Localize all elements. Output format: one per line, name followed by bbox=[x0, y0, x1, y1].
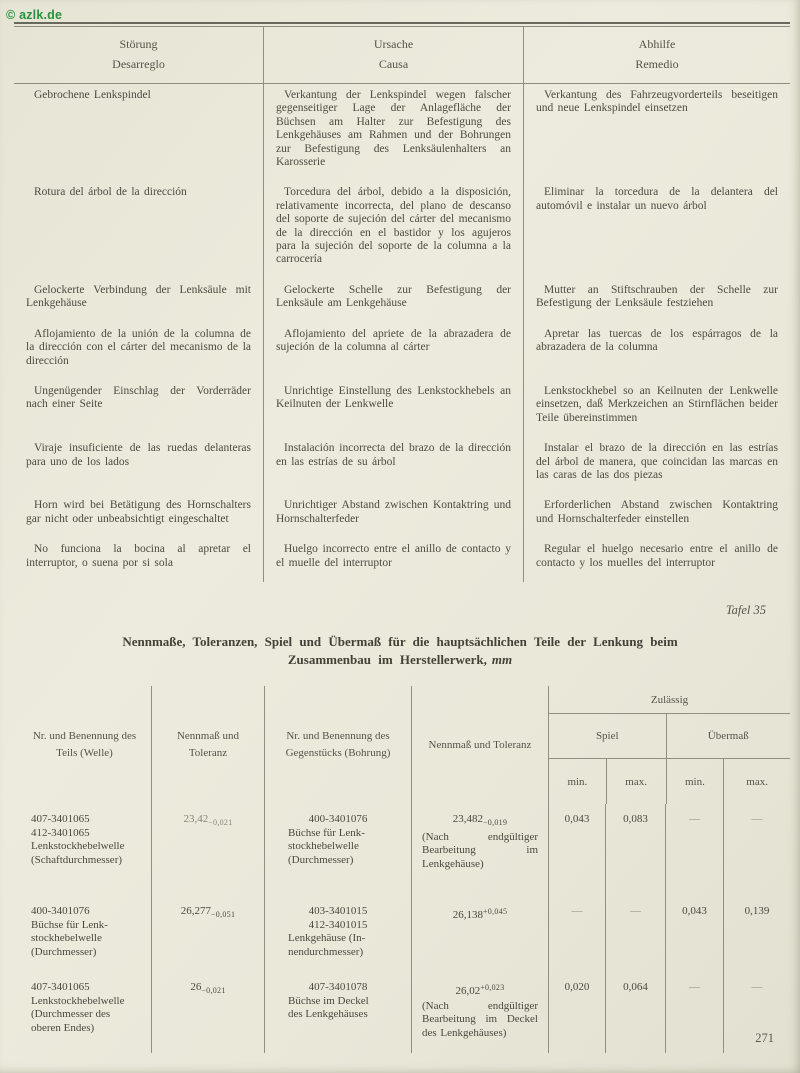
table1-header-fault bbox=[14, 27, 263, 83]
table1-header-row bbox=[14, 27, 790, 83]
remedy-cell: Apretar las tuercas de los espárragos de la abrazadera de la columna bbox=[523, 323, 790, 380]
tolerance-value: −0,021 bbox=[208, 818, 233, 827]
table-row bbox=[14, 538, 790, 582]
fault-cell: Viraje insuficiente de las ruedas delanteras para uno de los lados bbox=[26, 442, 251, 468]
fault-cell: Horn wird bei Betätigung des Hornschalters gar nicht oder unbeabsichtigt eingeschaltet bbox=[26, 499, 251, 525]
tolerance-table bbox=[18, 686, 790, 1053]
table2-header-nennmass1: Nennmaß und Toleranz bbox=[151, 686, 264, 804]
part-number: 412-3401015 bbox=[308, 918, 368, 931]
remedy-cell: Lenkstockhebel so an Keilnuten der Lenkwelle einsetzen, daß Merkzeichen an Stirnflächen beider Teile übereinstimmen bbox=[523, 380, 790, 437]
part-number: 403-3401015 bbox=[308, 905, 368, 917]
counterpart-name-line: (Durchmesser) bbox=[288, 853, 354, 866]
table-row bbox=[18, 896, 790, 972]
part-number: 407-3401065 bbox=[31, 981, 90, 993]
uebermass-min-cell: 0,043 bbox=[665, 896, 723, 972]
table1-header-remedy bbox=[523, 27, 790, 83]
cause-cell: Torcedura del árbol, debido a la disposición, relativamente incorrecta, del plano de descanso del soporte de sujeción del cárter del mecanismo de la dirección en el bastidor y los agujeros para la sujeción del soporte de la columna a la carrocería bbox=[263, 181, 523, 278]
nennmass2-cell bbox=[411, 896, 548, 972]
machining-note: (Nach endgültiger Bearbeitung im Lenkgehäuse) bbox=[422, 830, 538, 870]
tolerance-value: −0,019 bbox=[482, 818, 508, 827]
table2-header-part: Nr. und Benennung des Teils (Welle) bbox=[32, 730, 137, 759]
counterpart-name-line: Lenkgehäuse (In- bbox=[288, 932, 366, 944]
table2-header-counterpart: Nr. und Benennung des Gegenstücks (Bohrung) bbox=[264, 686, 411, 804]
spiel-max-cell: 0,064 bbox=[605, 972, 665, 1053]
header-cause-de: Ursache bbox=[373, 37, 414, 51]
cause-cell: Aflojamiento del apriete de la abrazadera de sujeción de la columna al cárter bbox=[263, 323, 523, 380]
tolerance-table-heading bbox=[0, 633, 800, 669]
watermark-azlk: © azlk.de bbox=[6, 8, 63, 22]
remedy-cell: Regular el huelgo necesario entre el anillo de contacto y los muelles del interruptor bbox=[523, 538, 790, 582]
fault-cell: No funciona la bocina al apretar el interruptor, o suena por si sola bbox=[26, 543, 251, 569]
nennmass-cell bbox=[151, 804, 264, 896]
counterpart-numbers bbox=[270, 981, 406, 995]
uebermass-min-cell: — bbox=[665, 972, 723, 1053]
tolerance-value: +0,045 bbox=[482, 907, 508, 916]
remedy-cell: Erforderlichen Abstand zwischen Kontaktring und Hornschalterfeder einstellen bbox=[523, 494, 790, 538]
uebermass-max-cell: — bbox=[723, 972, 790, 1053]
fault-cell: Aflojamiento de la unión de la columna de la dirección con el cárter del mecanismo de la dirección bbox=[26, 327, 251, 367]
nennmass-value: 26,138 bbox=[452, 909, 483, 921]
fault-cell: Ungenügender Einschlag der Vorderräder nach einer Seite bbox=[26, 384, 251, 411]
spiel-min-cell: — bbox=[548, 896, 605, 972]
nennmass-value: 26 bbox=[190, 981, 202, 993]
remedy-cell: Eliminar la torcedura de la delantera del automóvil e instalar un nuevo árbol bbox=[523, 181, 790, 278]
tolerance-value: −0,021 bbox=[201, 986, 226, 995]
counterpart-cell bbox=[264, 972, 411, 1053]
table-row bbox=[14, 181, 790, 278]
table-row bbox=[14, 380, 790, 437]
nennmass-cell bbox=[151, 896, 264, 972]
tafel-caption: Tafel 35 bbox=[725, 603, 766, 617]
heading-line2 bbox=[0, 651, 800, 669]
header-spiel-min: min. bbox=[567, 775, 588, 788]
header-fault-de: Störung bbox=[119, 37, 158, 51]
part-name: (Durchmesser) bbox=[31, 945, 97, 958]
spiel-max-cell: 0,083 bbox=[605, 804, 665, 896]
cause-cell: Unrichtige Einstellung des Lenkstockhebels an Keilnuten der Lenkwelle bbox=[263, 380, 523, 437]
table2-header-zulaessig-group bbox=[548, 686, 790, 804]
header-remedy-es: Remedio bbox=[635, 57, 679, 71]
table-row bbox=[14, 437, 790, 494]
part-name: (Schaftdurchmesser) bbox=[31, 853, 123, 866]
machining-note: (Nach endgültiger Bearbeitung im Deckel des Lenkgehäuses) bbox=[422, 999, 538, 1039]
tolerance-value: −0,051 bbox=[210, 910, 236, 919]
part-cell bbox=[18, 972, 151, 1053]
counterpart-name bbox=[270, 995, 406, 1022]
remedy-cell: Verkantung des Fahrzeugvorderteils beseitigen und neue Lenkspindel einsetzen bbox=[523, 84, 790, 181]
nennmass-value: 26,02 bbox=[455, 985, 481, 997]
part-name: (Durchmesser des bbox=[31, 1008, 111, 1020]
heading-line2-text: Zusammenbau im Herstellerwerk, bbox=[287, 652, 487, 667]
heading-line1: Nennmaße, Toleranzen, Spiel und Übermaß für die hauptsächlichen Teile der Lenkung beim bbox=[122, 634, 678, 649]
header-spiel: Spiel bbox=[595, 730, 619, 742]
counterpart-numbers bbox=[270, 813, 406, 827]
part-name: Lenkstockhebelwelle bbox=[31, 840, 125, 852]
counterpart-numbers bbox=[270, 905, 406, 932]
table-row bbox=[14, 494, 790, 538]
uebermass-min-cell: — bbox=[665, 804, 723, 896]
nennmass2-value-wrap bbox=[417, 905, 543, 923]
cause-cell: Unrichtiger Abstand zwischen Kontaktring und Hornschalterfeder bbox=[263, 494, 523, 538]
header-uebermass-max: max. bbox=[723, 759, 790, 804]
header-cause-es: Causa bbox=[378, 57, 409, 71]
table2-header-nennmass2: Nennmaß und Toleranz bbox=[411, 686, 548, 804]
tolerance-value: +0,023 bbox=[480, 983, 505, 992]
table-row bbox=[18, 804, 790, 896]
remedy-cell: Mutter an Stiftschrauben der Schelle zur Befestigung der Lenksäule festziehen bbox=[523, 279, 790, 323]
spiel-min-cell: 0,020 bbox=[548, 972, 605, 1053]
page-number: 271 bbox=[755, 1031, 774, 1045]
nennmass2-value-wrap bbox=[417, 981, 543, 999]
part-number: 407-3401065 bbox=[31, 813, 90, 825]
cause-cell: Instalación incorrecta del brazo de la dirección en las estrías de su árbol bbox=[263, 437, 523, 494]
header-zulaessig: Zulässig bbox=[549, 686, 790, 714]
header-uebermass: Übermaß bbox=[666, 714, 790, 758]
part-number: 407-3401078 bbox=[308, 981, 368, 993]
counterpart-name bbox=[270, 932, 406, 959]
counterpart-name-line: Büchse für Lenk- bbox=[288, 826, 365, 839]
table-row bbox=[14, 323, 790, 380]
fault-cell: Gelockerte Verbindung der Lenksäule mit Lenkgehäuse bbox=[26, 283, 251, 310]
spiel-max-cell: — bbox=[605, 896, 665, 972]
counterpart-cell bbox=[264, 804, 411, 896]
nennmass-cell bbox=[151, 972, 264, 1053]
header-remedy-de: Abhilfe bbox=[638, 37, 676, 51]
nennmass-value: 23,42 bbox=[183, 813, 209, 825]
header-fault-es: Desarreglo bbox=[112, 57, 165, 71]
remedy-cell: Instalar el brazo de la dirección en las estrías del árbol de manera, que coincidan las marcas en las caras de las dos piezas bbox=[523, 437, 790, 494]
part-name: oberen Endes) bbox=[31, 1021, 95, 1034]
table2-header-row bbox=[18, 686, 790, 804]
nennmass-value: 23,482 bbox=[452, 813, 483, 825]
counterpart-name-line: Büchse im Deckel bbox=[288, 994, 369, 1007]
counterpart-name-line: des Lenkgehäuses bbox=[288, 1008, 368, 1020]
table-row bbox=[14, 84, 790, 181]
nennmass-value: 26,277 bbox=[180, 905, 211, 917]
table-row bbox=[14, 279, 790, 323]
part-number: 400-3401076 bbox=[31, 905, 90, 917]
spiel-min-cell: 0,043 bbox=[548, 804, 605, 896]
header-uebermass-min: min. bbox=[666, 759, 724, 804]
troubleshooting-table bbox=[14, 22, 790, 582]
table1-header-cause bbox=[263, 27, 523, 83]
part-name: Lenkstockhebelwelle bbox=[31, 994, 125, 1007]
part-cell bbox=[18, 896, 151, 972]
cause-cell: Huelgo incorrecto entre el anillo de contacto y el muelle del interruptor bbox=[263, 538, 523, 582]
heading-unit-mm: mm bbox=[491, 652, 513, 667]
part-cell bbox=[18, 804, 151, 896]
header-spiel-max: max. bbox=[606, 759, 666, 804]
cause-cell: Gelockerte Schelle zur Befestigung der Lenksäule am Lenkgehäuse bbox=[263, 279, 523, 323]
cause-cell: Verkantung der Lenkspindel wegen falscher gegenseitiger Lage der Anlagefläche der Büchsen am Halter zur Befestigung des Lenkgehäuses am Rahmen und der Bohrungen zur Befestigung des Lenksäulenhalters an Karosserie bbox=[263, 84, 523, 181]
nennmass2-cell bbox=[411, 804, 548, 896]
counterpart-name bbox=[270, 827, 406, 868]
part-number: 400-3401076 bbox=[308, 813, 368, 825]
counterpart-cell bbox=[264, 896, 411, 972]
header-minmax-row bbox=[549, 759, 790, 804]
part-name: stockhebelwelle bbox=[31, 932, 102, 944]
fault-cell: Gebrochene Lenkspindel bbox=[34, 89, 151, 101]
counterpart-name-line: stockhebelwelle bbox=[288, 840, 359, 852]
nennmass2-value-wrap bbox=[417, 813, 543, 830]
header-spiel-uebermass-row bbox=[549, 714, 790, 759]
part-name: Büchse für Lenk- bbox=[31, 918, 108, 931]
uebermass-max-cell: — bbox=[723, 804, 790, 896]
fault-cell: Rotura del árbol de la dirección bbox=[34, 186, 187, 199]
nennmass2-cell bbox=[411, 972, 548, 1053]
part-number: 412-3401065 bbox=[31, 826, 90, 839]
table-row bbox=[18, 972, 790, 1053]
counterpart-name-line: nendurchmesser) bbox=[288, 945, 364, 958]
uebermass-max-cell: 0,139 bbox=[723, 896, 790, 972]
